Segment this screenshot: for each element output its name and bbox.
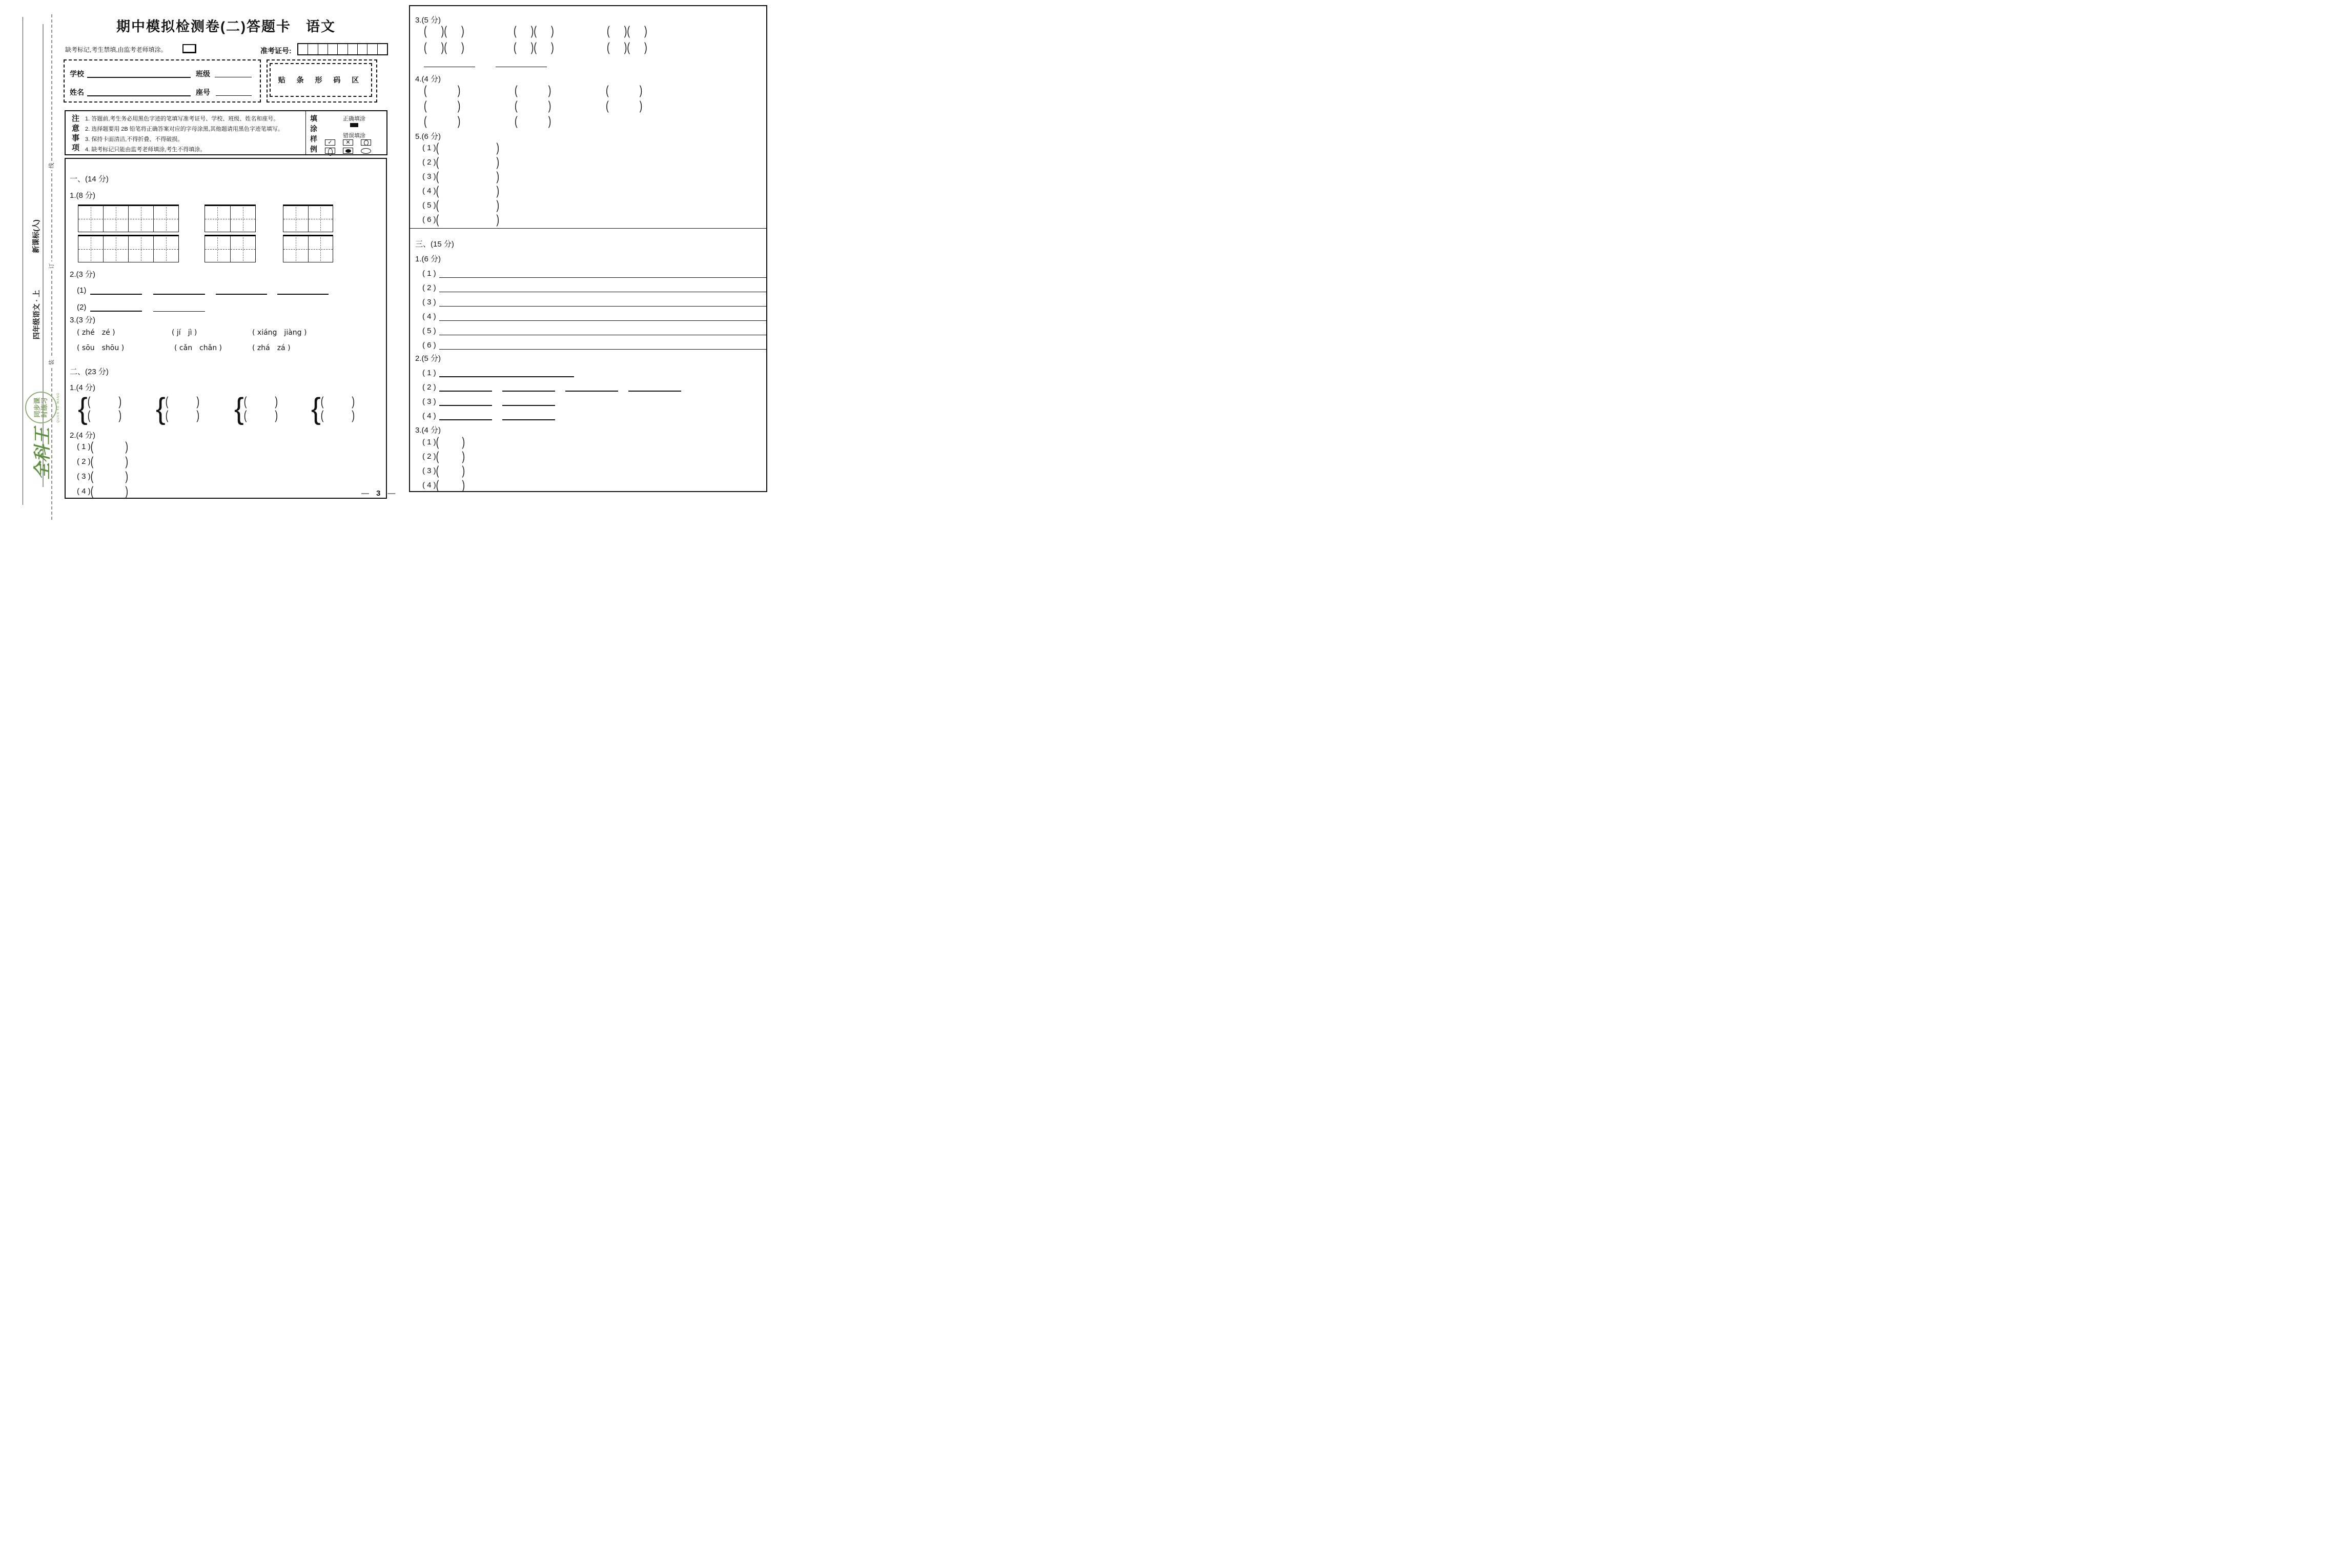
close-paren: )	[548, 83, 551, 98]
section2-title: 二、(23 分)	[70, 368, 109, 376]
brace-glyph: {	[311, 391, 321, 425]
fill-sample-title: 填涂样例	[310, 114, 317, 153]
open-paren: (	[424, 40, 427, 55]
writing-grid	[283, 235, 333, 262]
answer-blank	[628, 391, 681, 392]
paren-answer-item	[422, 140, 500, 155]
admission-number-grid	[297, 43, 388, 55]
section1-q2-label: 2.(3 分)	[70, 270, 96, 279]
answer-panel-right	[409, 5, 767, 492]
notice-divider	[305, 111, 306, 154]
admission-cell	[378, 44, 387, 54]
double-paren-pair	[424, 24, 464, 38]
admission-cell	[308, 44, 318, 54]
double-paren-pair	[514, 24, 554, 38]
open-paren: (	[627, 24, 630, 38]
pinyin-choice: ( zhá zá )	[252, 344, 291, 352]
item-label: (1)	[77, 286, 87, 295]
admission-cell	[338, 44, 348, 54]
close-paren: )	[496, 212, 500, 227]
answer-panel-left	[65, 158, 387, 499]
close-paren: )	[441, 40, 444, 55]
correct-fill-mark	[350, 123, 358, 127]
close-paren: )	[639, 83, 643, 98]
wide-paren-slot	[515, 83, 551, 98]
admission-cell	[298, 44, 308, 54]
brace-answer-group	[78, 391, 122, 425]
close-paren: )	[118, 394, 122, 409]
item-label: ( 6 )	[422, 215, 436, 224]
grid-cell	[103, 206, 128, 232]
notice-title: 注意事项	[72, 114, 80, 152]
answer-blank	[502, 419, 555, 420]
grid-cell	[78, 236, 103, 262]
admission-number-label: 准考证号:	[260, 47, 292, 55]
close-paren: )	[496, 140, 500, 155]
name-blank	[87, 95, 191, 96]
answer-blank	[439, 391, 492, 392]
open-paren: (	[514, 24, 517, 38]
open-paren: (	[606, 83, 609, 98]
close-paren: )	[548, 114, 551, 129]
brace-answer-group	[156, 391, 200, 425]
open-paren: (	[424, 114, 427, 129]
brace-glyph: {	[78, 391, 88, 425]
paren-answer-item	[422, 155, 500, 170]
section2-q4-label: 4.(4 分)	[415, 75, 441, 84]
q2-answer-row-1	[77, 283, 343, 295]
grid-cell	[308, 206, 333, 232]
paren-answer-item	[422, 169, 500, 184]
wrong-overflow-oval-icon	[325, 148, 335, 154]
admission-cell	[367, 44, 377, 54]
name-label: 姓名	[70, 88, 84, 96]
answer-blank	[90, 311, 142, 312]
correct-fill-label: 正确填涂	[343, 116, 365, 122]
section-divider	[410, 228, 766, 229]
open-paren: (	[320, 394, 324, 409]
close-paren: )	[496, 198, 500, 213]
binding-mark-xian: 线	[48, 161, 55, 170]
paren-answer-item	[422, 478, 465, 493]
item-label: ( 1 )	[422, 369, 436, 377]
item-label: ( 2 )	[422, 158, 436, 167]
school-blank	[87, 77, 191, 78]
q2-answer-row-2	[77, 300, 343, 312]
paren-answer-item	[77, 469, 129, 484]
close-paren: )	[125, 454, 129, 469]
answer-sheet-page	[0, 0, 776, 523]
close-paren: )	[551, 24, 554, 38]
open-paren: (	[515, 98, 518, 113]
page-title: 期中模拟检测卷(二)答题卡 语文	[116, 19, 336, 34]
open-paren: (	[514, 40, 517, 55]
section2-q2-label: 2.(4 分)	[70, 431, 96, 440]
long-answer-line	[422, 324, 766, 335]
page-number-dash: —	[361, 489, 369, 498]
grid-cell	[205, 236, 230, 262]
pinyin-choice: ( xiáng jiàng )	[252, 329, 307, 337]
notice-item-3: 3. 保持卡面清洁,不得折叠、不得破损。	[85, 136, 183, 142]
open-paren: (	[90, 484, 94, 499]
double-paren-pair	[514, 40, 554, 55]
paren-answer-item	[77, 439, 129, 454]
grid-cell	[153, 236, 178, 262]
open-paren: (	[243, 394, 247, 409]
absent-mark-box	[182, 44, 196, 53]
open-paren: (	[90, 439, 94, 454]
admission-cell	[328, 44, 338, 54]
wrong-cross-icon: ✕	[343, 139, 353, 146]
section3-q2-label: 2.(5 分)	[415, 354, 441, 363]
close-paren: )	[457, 114, 461, 129]
page-number	[361, 489, 395, 498]
page-number-value: 3	[376, 489, 381, 498]
grid-cell	[283, 236, 308, 262]
open-paren: (	[436, 478, 439, 493]
wrong-bare-oval-icon	[361, 148, 371, 154]
barcode-area-label: 贴 条 形 码 区	[270, 63, 372, 97]
wide-paren-slot	[606, 98, 643, 113]
double-paren-pair	[424, 40, 464, 55]
grid-cell	[230, 236, 256, 262]
item-label: ( 5 )	[422, 327, 436, 335]
open-paren: (	[606, 98, 609, 113]
wide-paren-slot	[606, 83, 643, 98]
brace-answer-group	[234, 391, 278, 425]
pinyin-choice: ( cǎn chǎn )	[174, 344, 222, 352]
open-paren: (	[436, 449, 439, 464]
answer-blank	[565, 391, 618, 392]
item-label: ( 1 )	[422, 438, 436, 446]
close-paren: )	[125, 469, 129, 484]
paren-answer-item	[422, 463, 465, 478]
paren-answer-item	[422, 212, 500, 227]
grid-cell	[103, 236, 128, 262]
wrong-fill-label: 错误填涂	[343, 133, 365, 139]
open-paren: (	[424, 24, 427, 38]
close-paren: )	[462, 463, 465, 478]
brace-glyph: {	[234, 391, 244, 425]
seat-label: 座号	[196, 88, 210, 96]
open-paren: (	[534, 40, 537, 55]
close-paren: )	[496, 184, 500, 198]
open-paren: (	[436, 155, 439, 170]
long-answer-line	[422, 267, 766, 278]
notice-item-1: 1. 答题前,考生务必用黑色字迹的笔填写准考证号、学校、班级、姓名和座号。	[85, 116, 279, 122]
item-label: ( 4 )	[422, 312, 436, 321]
close-paren: )	[125, 439, 129, 454]
section1-title: 一、(14 分)	[70, 175, 109, 184]
paren-answer-item	[77, 454, 129, 469]
section2-q5-label: 5.(6 分)	[415, 132, 441, 141]
item-label: ( 6 )	[422, 341, 436, 350]
close-paren: )	[275, 408, 278, 423]
open-paren: (	[320, 408, 324, 423]
answer-blank	[277, 294, 329, 295]
close-paren: )	[125, 484, 129, 499]
open-paren: (	[436, 198, 439, 213]
open-paren: (	[90, 454, 94, 469]
item-label: ( 1 )	[422, 269, 436, 278]
close-paren: )	[441, 24, 444, 38]
long-answer-line	[422, 338, 766, 350]
close-paren: )	[352, 394, 355, 409]
q2-answer-row	[422, 395, 555, 406]
q2-answer-row	[422, 409, 555, 420]
item-label: ( 2 )	[77, 457, 91, 466]
close-paren: )	[118, 408, 122, 423]
answer-blank	[502, 405, 555, 406]
item-label: ( 2 )	[422, 283, 436, 292]
notice-box	[65, 110, 387, 155]
writing-grid	[205, 235, 256, 262]
open-paren: (	[436, 212, 439, 227]
grid-cell	[128, 206, 153, 232]
answer-blank	[502, 391, 555, 392]
logo-brand-text: 全科王	[33, 427, 52, 480]
answer-blank	[153, 294, 205, 295]
paren-answer-item	[422, 449, 465, 464]
item-label: ( 1 )	[77, 442, 91, 451]
long-answer-line	[422, 281, 766, 292]
notice-item-2: 2. 选择题要用 2B 铅笔将正确答案对应的字母涂黑,其他题请用黑色字迹笔填写。	[85, 126, 283, 132]
grid-cell	[205, 206, 230, 232]
section2-q1-label: 1.(4 分)	[70, 383, 96, 392]
close-paren: )	[548, 98, 551, 113]
open-paren: (	[424, 98, 427, 113]
close-paren: )	[496, 169, 500, 184]
item-label: ( 2 )	[422, 452, 436, 461]
item-label: ( 4 )	[422, 187, 436, 195]
school-label: 学校	[70, 70, 84, 78]
double-paren-pair	[607, 40, 647, 55]
open-paren: (	[87, 394, 91, 409]
item-label: ( 1 )	[422, 144, 436, 152]
logo-latin-text: QUAN KE WANG	[57, 392, 60, 423]
item-label: ( 4 )	[422, 481, 436, 490]
close-paren: )	[196, 394, 200, 409]
close-paren: )	[644, 40, 647, 55]
close-paren: )	[496, 155, 500, 170]
open-paren: (	[436, 169, 439, 184]
close-paren: )	[457, 98, 461, 113]
sidebar-grade-label: 四年级语文 · 上	[32, 290, 40, 340]
logo-badge-circle	[25, 392, 57, 423]
answer-blank	[439, 349, 766, 350]
item-label: ( 3 )	[422, 466, 436, 475]
answer-blank	[439, 376, 574, 377]
wide-paren-slot	[424, 83, 461, 98]
wrong-oval-icon	[361, 139, 371, 146]
wide-paren-slot	[424, 114, 461, 129]
paren-answer-item	[77, 484, 129, 499]
admission-cell	[318, 44, 328, 54]
item-label: ( 3 )	[422, 172, 436, 181]
close-paren: )	[639, 98, 643, 113]
wide-paren-slot	[515, 98, 551, 113]
close-paren: )	[624, 40, 627, 55]
binding-mark-ding: 订	[48, 261, 55, 271]
open-paren: (	[515, 114, 518, 129]
open-paren: (	[90, 469, 94, 484]
item-label: ( 5 )	[422, 201, 436, 210]
seat-blank	[216, 95, 252, 96]
section1-q3-label: 3.(3 分)	[70, 316, 96, 324]
barcode-area-outer	[267, 59, 377, 103]
student-info-box	[64, 59, 261, 103]
wrong-fill-row-2	[325, 148, 371, 154]
open-paren: (	[515, 83, 518, 98]
open-paren: (	[243, 408, 247, 423]
answer-blank	[439, 405, 492, 406]
close-paren: )	[462, 478, 465, 493]
section3-q3-label: 3.(4 分)	[415, 426, 441, 435]
grid-cell	[153, 206, 178, 232]
publisher-logo	[25, 382, 60, 480]
answer-blank	[90, 294, 142, 295]
open-paren: (	[436, 463, 439, 478]
open-paren: (	[165, 408, 169, 423]
close-paren: )	[461, 24, 464, 38]
long-answer-line	[422, 310, 766, 321]
long-answer-line	[422, 295, 766, 307]
wrong-filled-oval-icon	[343, 148, 353, 154]
answer-blank	[439, 306, 766, 307]
close-paren: )	[457, 83, 461, 98]
open-paren: (	[436, 140, 439, 155]
pinyin-choice: ( zhé zé )	[77, 329, 115, 337]
open-paren: (	[424, 83, 427, 98]
close-paren: )	[551, 40, 554, 55]
close-paren: )	[530, 24, 534, 38]
open-paren: (	[444, 40, 447, 55]
open-paren: (	[607, 40, 610, 55]
writing-grid	[78, 205, 179, 232]
close-paren: )	[461, 40, 464, 55]
notice-item-4: 4. 缺考标记只能由监考老师填涂,考生不得填涂。	[85, 147, 206, 153]
close-paren: )	[644, 24, 647, 38]
item-label: ( 4 )	[77, 487, 91, 496]
grid-cell	[230, 206, 256, 232]
open-paren: (	[534, 24, 537, 38]
close-paren: )	[275, 394, 278, 409]
q2-answer-row	[422, 380, 681, 392]
paren-answer-item	[422, 198, 500, 213]
wrong-check-icon: ✓	[325, 139, 335, 146]
item-label: ( 2 )	[422, 383, 436, 392]
admission-cell	[348, 44, 358, 54]
pinyin-choice: ( sōu shōu )	[77, 344, 125, 352]
open-paren: (	[444, 24, 447, 38]
wrong-fill-row-1	[325, 139, 371, 146]
item-label: ( 3 )	[77, 472, 91, 481]
wide-paren-slot	[424, 98, 461, 113]
paren-answer-item	[422, 184, 500, 198]
item-label: ( 4 )	[422, 412, 436, 420]
logo-series-text: 同步课时练习	[33, 397, 48, 418]
close-paren: )	[462, 435, 465, 450]
class-label: 班级	[196, 70, 210, 78]
answer-blank	[439, 320, 766, 321]
open-paren: (	[436, 435, 439, 450]
section2-q3-label: 3.(5 分)	[415, 16, 441, 25]
open-paren: (	[87, 408, 91, 423]
double-paren-pair	[607, 24, 647, 38]
admission-cell	[358, 44, 367, 54]
answer-blank	[153, 311, 205, 312]
close-paren: )	[530, 40, 534, 55]
answer-blank	[439, 419, 492, 420]
grid-cell	[128, 236, 153, 262]
binding-mark-zhuang: 装	[48, 358, 55, 367]
item-label: ( 3 )	[422, 298, 436, 307]
answer-blank	[439, 277, 766, 278]
section3-q1-label: 1.(6 分)	[415, 255, 441, 263]
close-paren: )	[624, 24, 627, 38]
grid-cell	[78, 206, 103, 232]
absent-mark-label: 缺考标记,考生禁填,由监考老师填涂。	[65, 46, 167, 53]
close-paren: )	[462, 449, 465, 464]
item-label: (2)	[77, 303, 87, 312]
pinyin-choice: ( jí jì )	[172, 329, 197, 337]
page-number-dash: —	[387, 489, 396, 498]
close-paren: )	[196, 408, 200, 423]
brace-answer-group	[311, 391, 355, 425]
grid-cell	[283, 206, 308, 232]
close-paren: )	[352, 408, 355, 423]
section3-title: 三、(15 分)	[415, 240, 454, 249]
open-paren: (	[627, 40, 630, 55]
section1-q1-label: 1.(8 分)	[70, 191, 96, 200]
wide-paren-slot	[515, 114, 551, 129]
writing-grid	[283, 205, 333, 232]
brace-glyph: {	[156, 391, 166, 425]
writing-grid	[78, 235, 179, 262]
open-paren: (	[165, 394, 169, 409]
paren-answer-item	[422, 435, 465, 450]
open-paren: (	[436, 184, 439, 198]
writing-grid	[205, 205, 256, 232]
item-label: ( 3 )	[422, 397, 436, 406]
open-paren: (	[607, 24, 610, 38]
grid-cell	[308, 236, 333, 262]
q2-answer-row	[422, 366, 574, 377]
sidebar-edition-label: 新课标(人)	[32, 219, 40, 253]
answer-blank	[216, 294, 267, 295]
